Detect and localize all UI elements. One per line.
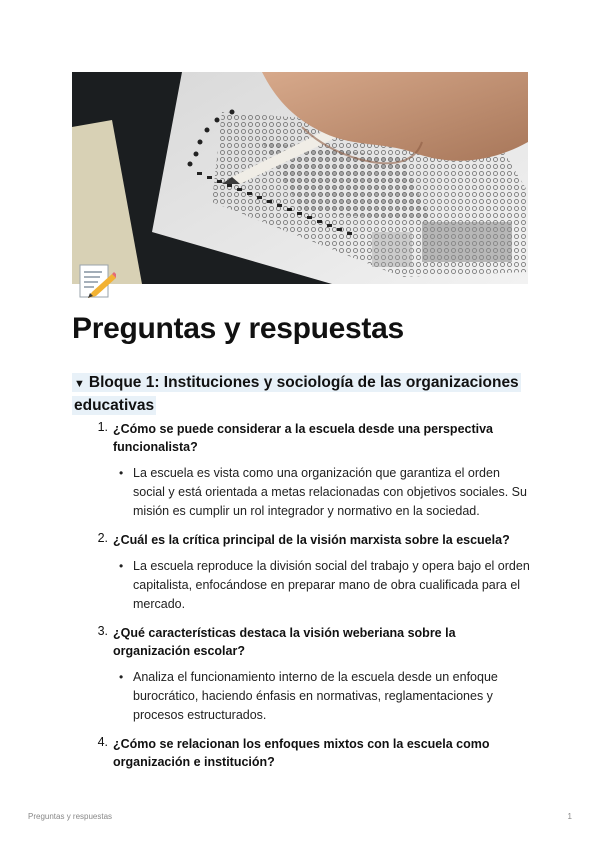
question-item: [90, 735, 530, 771]
page-title: Preguntas y respuestas: [72, 312, 404, 345]
answer-text: • La escuela reproduce la división social del trabajo y opera bajo el orden capitalista, enfocándose en preparar mano de obra cualificada para el mercado.: [113, 557, 530, 614]
section-heading: Bloque 1: Instituciones y sociología de las organizaciones educativas: [74, 374, 519, 414]
question-item: [90, 531, 530, 614]
question-text: ¿Cómo se puede considerar a la escuela desde una perspectiva funcionalista?: [113, 422, 494, 454]
question-text: ¿Qué características destaca la visión weberiana sobre la organización escolar?: [113, 626, 456, 658]
cover-image: [72, 72, 528, 284]
question-number: 4.: [97, 735, 108, 749]
footer-title: Preguntas y respuestas: [28, 812, 113, 821]
answer-sheet-photo: [72, 72, 528, 284]
section-toggle[interactable]: [72, 372, 528, 416]
answer-text: • Analiza el funcionamiento interno de la escuela desde un enfoque burocrático, haciendo énfasis en normativas, reglamentaciones y procesos estructurados.: [113, 668, 530, 725]
memo-pencil-icon: [76, 262, 116, 302]
question-item: [90, 420, 530, 521]
page-number: 1: [567, 812, 572, 821]
question-text: ¿Cuál es la crítica principal de la visión marxista sobre la escuela?: [113, 533, 510, 547]
question-number: 2.: [97, 531, 108, 545]
toggle-triangle-icon[interactable]: ▼: [74, 378, 85, 390]
question-number: 3.: [97, 624, 108, 638]
question-text: ¿Cómo se relacionan los enfoques mixtos con la escuela como organización e institución?: [113, 737, 490, 769]
question-item: [90, 624, 530, 725]
question-number: 1.: [97, 420, 108, 434]
answer-text: • La escuela es vista como una organización que garantiza el orden social y está orientada a metas relacionadas con objetivos sociales. Su misión es cumplir un rol integrador y normativo en la sociedad.: [113, 464, 530, 521]
question-list: [90, 420, 530, 781]
